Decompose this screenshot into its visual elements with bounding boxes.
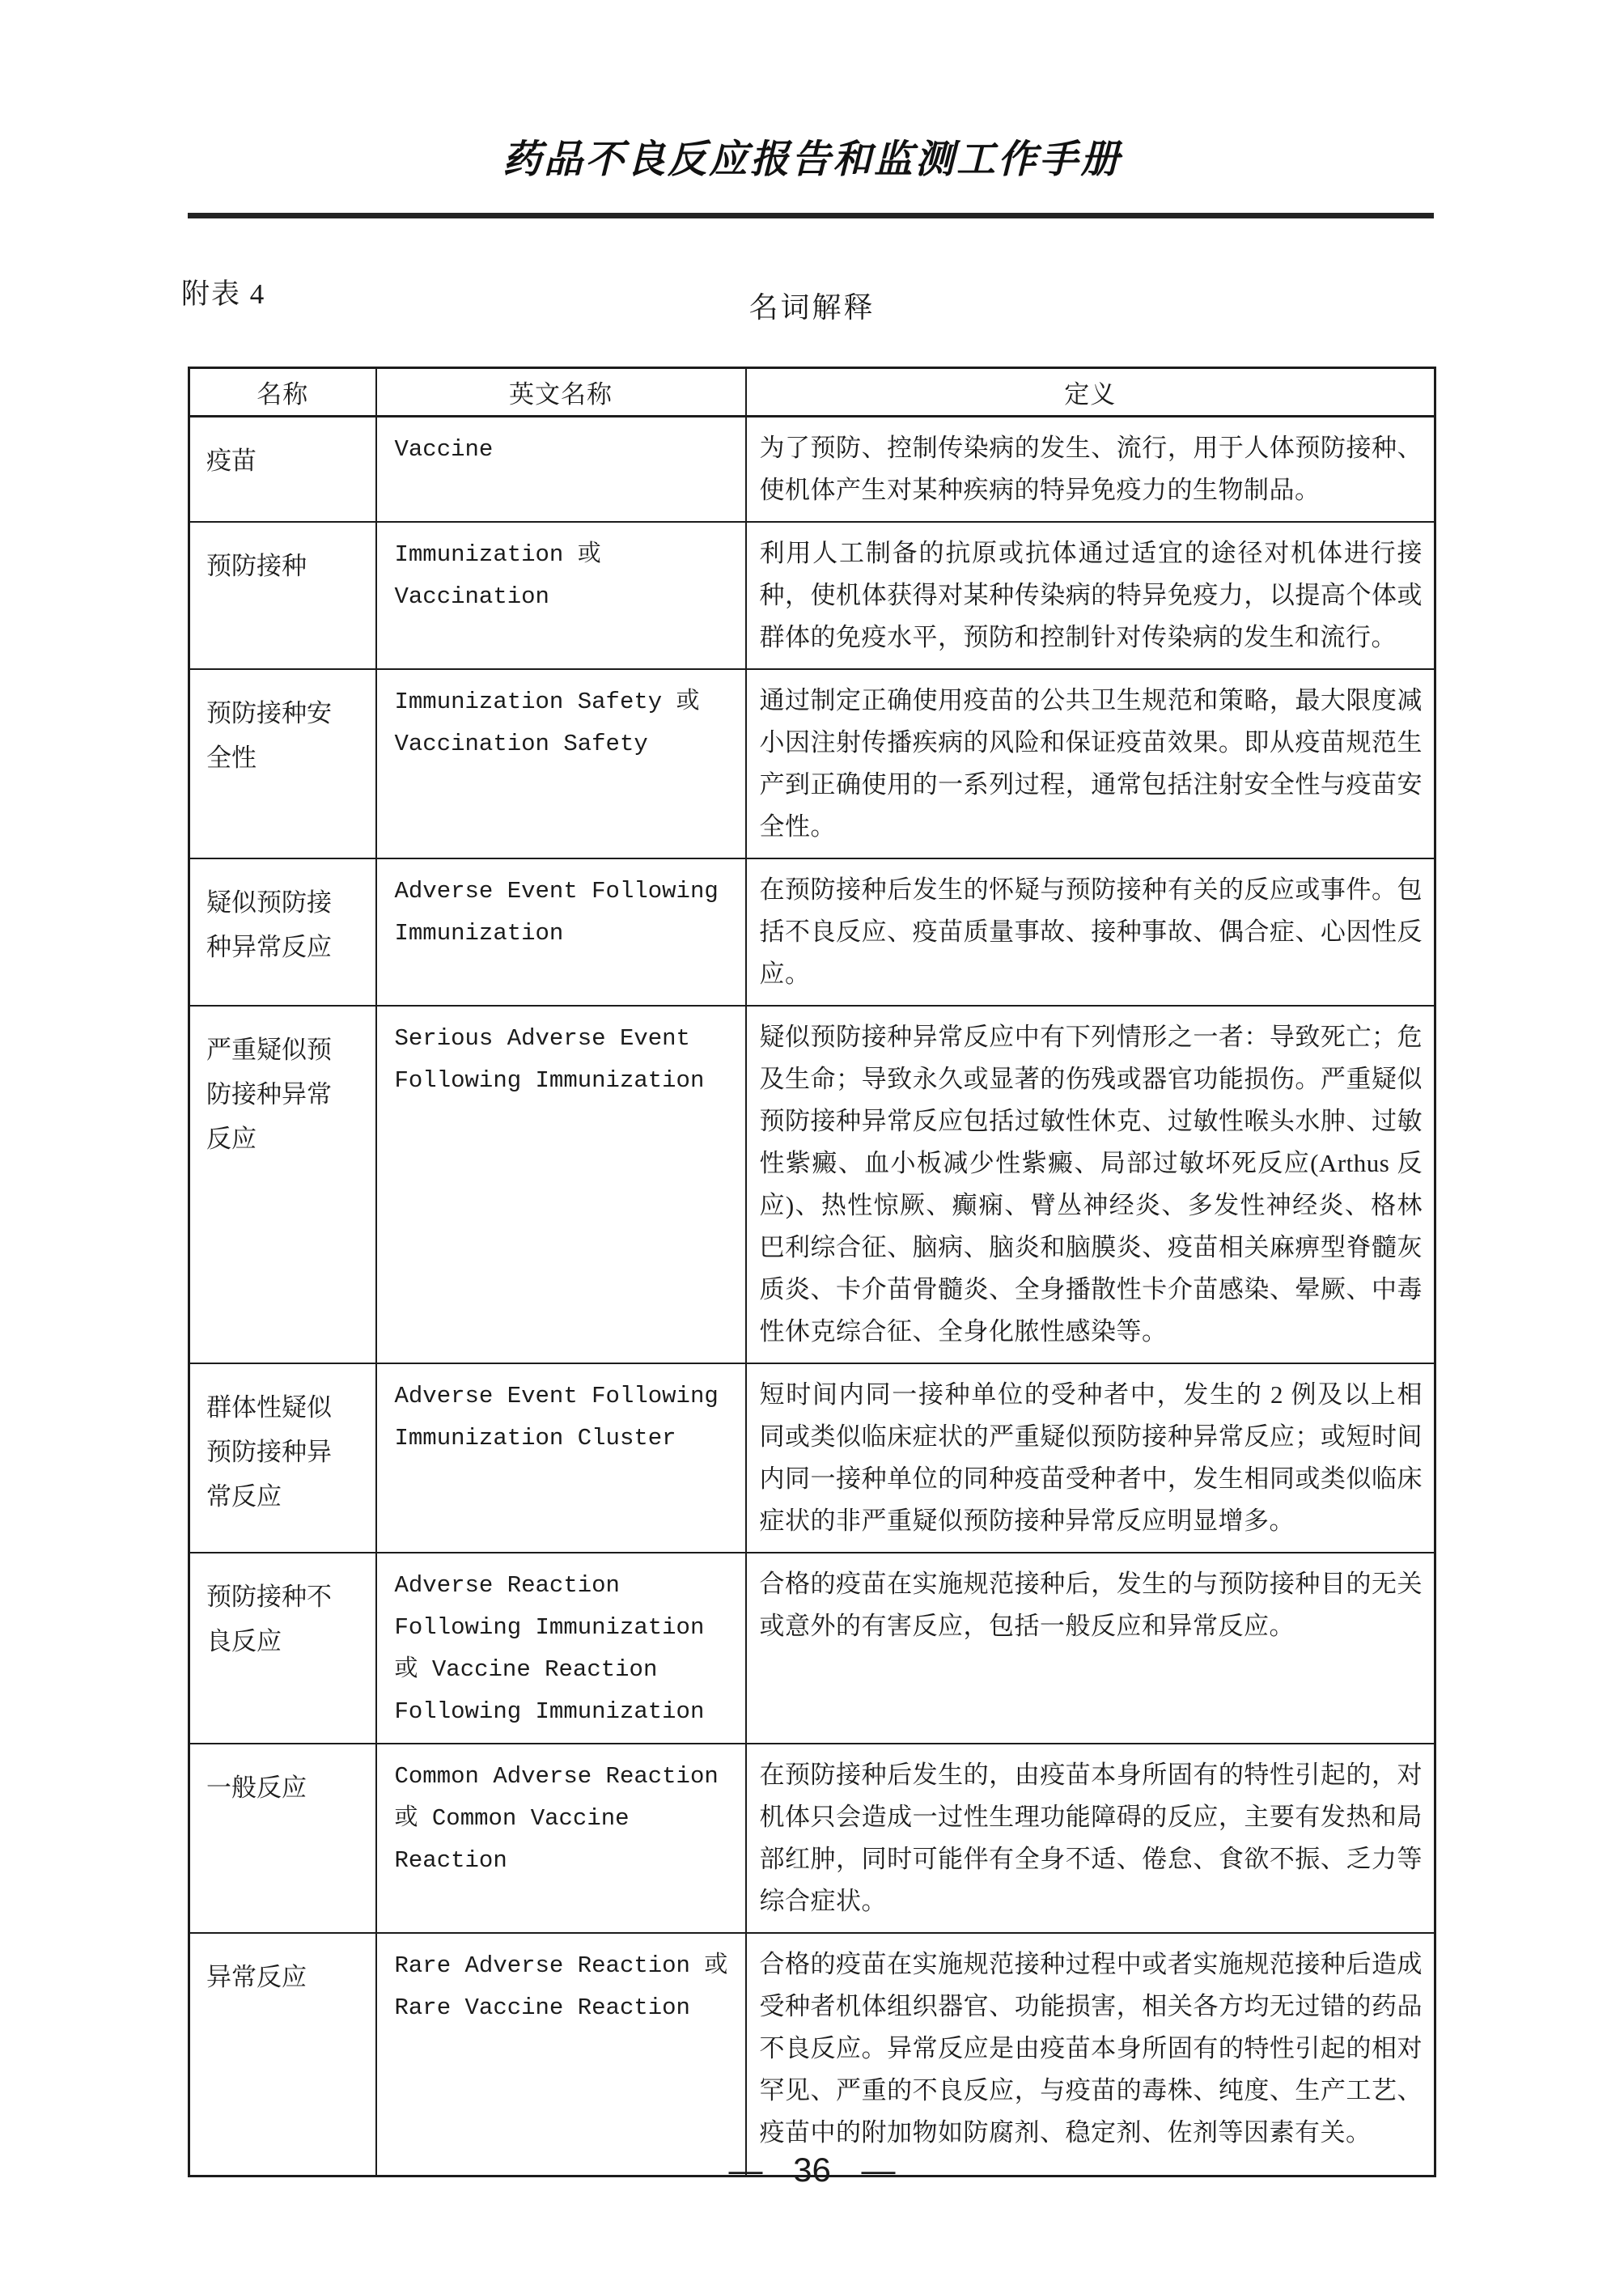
cell-definition: 合格的疫苗在实施规范接种后，发生的与预防接种目的无关或意外的有害反应，包括一般反应和异常反应。 (746, 1553, 1435, 1744)
cell-definition: 疑似预防接种异常反应中有下列情形之一者：导致死亡；危及生命；导致永久或显著的伤残或器官功能损伤。严重疑似预防接种异常反应包括过敏性休克、过敏性喉头水肿、过敏性紫癜、血小板减少性紫癜、局部过敏坏死反应(Arthus 反应)、热性惊厥、癫痫、臂丛神经炎、多发性神经炎、格林巴利综合征、脑病、脑炎和脑膜炎、疫苗相关麻痹型脊髓灰质炎、卡介苗骨髓炎、全身播散性卡介苗感染、晕厥、中毒性休克综合征、全身化脓性感染等。 (746, 1006, 1435, 1363)
cell-name: 严重疑似预防接种异常反应 (189, 1006, 376, 1363)
cell-definition: 通过制定正确使用疫苗的公共卫生规范和策略，最大限度减小因注射传播疾病的风险和保证疫苗效果。即从疫苗规范生产到正确使用的一系列过程，通常包括注射安全性与疫苗安全性。 (746, 669, 1435, 858)
page-number: — 36 — (728, 2151, 896, 2189)
cell-english: Immunization Safety 或 Vaccination Safety (376, 669, 746, 858)
cell-definition: 为了预防、控制传染病的发生、流行，用于人体预防接种、使机体产生对某种疾病的特异免疫力的生物制品。 (746, 417, 1435, 523)
table-row (189, 1744, 1435, 1933)
col-header-definition: 定义 (746, 368, 1435, 417)
cell-english: Immunization 或 Vaccination (376, 522, 746, 669)
table-row (189, 858, 1435, 1006)
table-row (189, 417, 1435, 523)
cell-english: Adverse Event Following Immunization (376, 858, 746, 1006)
cell-definition: 在预防接种后发生的怀疑与预防接种有关的反应或事件。包括不良反应、疫苗质量事故、接种事故、偶合症、心因性反应。 (746, 858, 1435, 1006)
page-title: 药品不良反应报告和监测工作手册 (502, 138, 1122, 181)
glossary-table (188, 367, 1436, 2177)
section-title: 名词解释 (748, 291, 876, 324)
cell-english: Vaccine (376, 417, 746, 523)
table-row (189, 1363, 1435, 1553)
table-header-row (189, 368, 1435, 417)
table-row (189, 1933, 1435, 2176)
cell-name: 预防接种 (189, 522, 376, 669)
cell-english: Adverse Reaction Following Immunization 或 Vaccine Reaction Following Immunization (376, 1553, 746, 1744)
cell-name: 群体性疑似预防接种异常反应 (189, 1363, 376, 1553)
cell-english: Adverse Event Following Immunization Cluster (376, 1363, 746, 1553)
table-row (189, 522, 1435, 669)
cell-name: 疫苗 (189, 417, 376, 523)
cell-definition: 利用人工制备的抗原或抗体通过适宜的途径对机体进行接种，使机体获得对某种传染病的特异免疫力，以提高个体或群体的免疫水平，预防和控制针对传染病的发生和流行。 (746, 522, 1435, 669)
table-row (189, 669, 1435, 858)
cell-name: 异常反应 (189, 1933, 376, 2176)
appendix-label: 附表 4 (181, 278, 266, 310)
cell-english: Serious Adverse Event Following Immunization (376, 1006, 746, 1363)
cell-definition: 合格的疫苗在实施规范接种过程中或者实施规范接种后造成受种者机体组织器官、功能损害，相关各方均无过错的药品不良反应。异常反应是由疫苗本身所固有的特性引起的相对罕见、严重的不良反应，与疫苗的毒株、纯度、生产工艺、疫苗中的附加物如防腐剂、稳定剂、佐剂等因素有关。 (746, 1933, 1435, 2176)
cell-english: Rare Adverse Reaction 或 Rare Vaccine Reaction (376, 1933, 746, 2176)
header-divider-rule (188, 213, 1434, 218)
cell-name: 疑似预防接种异常反应 (189, 858, 376, 1006)
cell-english: Common Adverse Reaction 或 Common Vaccine Reaction (376, 1744, 746, 1933)
cell-definition: 在预防接种后发生的，由疫苗本身所固有的特性引起的，对机体只会造成一过性生理功能障碍的反应，主要有发热和局部红肿，同时可能伴有全身不适、倦怠、食欲不振、乏力等综合症状。 (746, 1744, 1435, 1933)
col-header-name: 名称 (189, 368, 376, 417)
cell-definition: 短时间内同一接种单位的受种者中，发生的 2 例及以上相同或类似临床症状的严重疑似预防接种异常反应；或短时间内同一接种单位的同种疫苗受种者中，发生相同或类似临床症状的非严重疑似预防接种异常反应明显增多。 (746, 1363, 1435, 1553)
table-row (189, 1006, 1435, 1363)
cell-name: 一般反应 (189, 1744, 376, 1933)
table-row (189, 1553, 1435, 1744)
cell-name: 预防接种不良反应 (189, 1553, 376, 1744)
cell-name: 预防接种安全性 (189, 669, 376, 858)
col-header-english: 英文名称 (376, 368, 746, 417)
